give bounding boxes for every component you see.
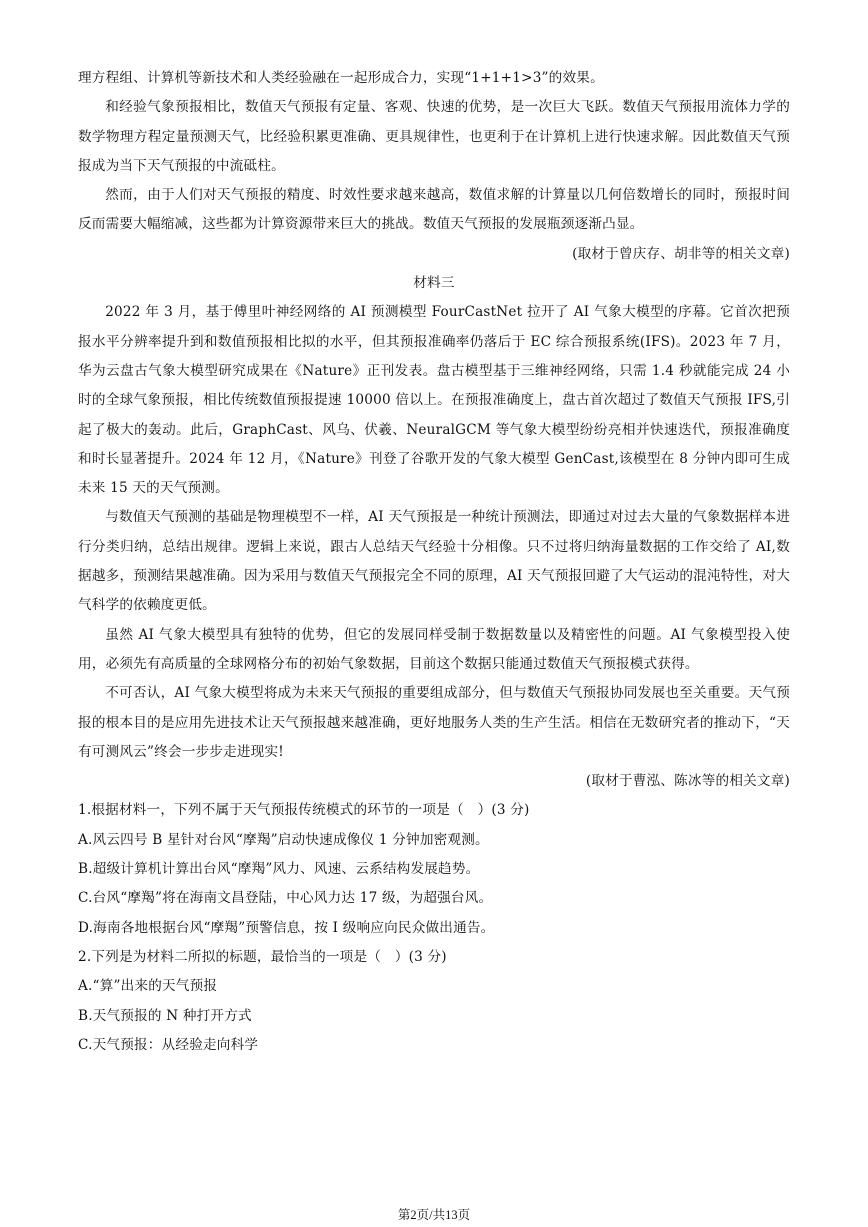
question-stem: 1.根据材料一，下列不属于天气预报传统模式的环节的一项是（ ）(3 分): [78, 802, 530, 819]
paragraph: 不可否认，AI 气象大模型将成为未来天气预报的重要组成部分，但与数值天气预报协同发展也至关重要。天气预报的根本目的是应用先进技术让天气预报越来越准确，更好地服务人类的生产生活。相信在无数研究者的推动下，“天有可测风云”终会一步步走进现实!: [78, 685, 790, 760]
paragraph: 虽然 AI 气象大模型具有独特的优势，但它的发展同样受制于数据数量以及精密性的问题。AI 气象模型投入使用，必须先有高质量的全球网格分布的初始气象数据，目前这个数据只能通过数值天气预报模式获得。: [78, 626, 790, 672]
question-option: D.海南各地根据台风“摩羯”预警信息，按 I 级响应向民众做出通告。: [78, 919, 495, 936]
question-option: C.台风“摩羯”将在海南文昌登陆，中心风力达 17 级，为超强台风。: [78, 890, 493, 907]
paragraph: 然而，由于人们对天气预报的精度、时效性要求越来越高，数值求解的计算量以几何倍数增长的同时，预报时间反而需要大幅缩减，这些都为计算资源带来巨大的挑战。数值天气预报的发展瓶颈逐渐凸显。: [78, 187, 790, 233]
source-citation: (取材于曾庆存、胡非等的相关文章): [572, 245, 790, 262]
paragraph: 和经验气象预报相比，数值天气预报有定量、客观、快速的优势，是一次巨大飞跃。数值天气预报用流体力学的数学物理方程定量预测天气，比经验积累更准确、更具规律性，也更利于在计算机上进行快速求解。因此数值天气预报成为当下天气预报的中流砥柱。: [78, 99, 790, 174]
question-option: B.天气预报的 N 种打开方式: [78, 1007, 252, 1024]
paragraph-continuation: 理方程组、计算机等新技术和人类经验融在一起形成合力，实现“1+1+1>3”的效果。: [78, 70, 604, 86]
source-citation: (取材于曹泓、陈冰等的相关文章): [585, 773, 790, 790]
document-page: [78, 64, 790, 1060]
question-option: A.风云四号 B 星针对台风“摩羯”启动快速成像仪 1 分钟加密观测。: [78, 831, 489, 848]
question-stem: 2.下列是为材料二所拟的标题，最恰当的一项是（ ）(3 分): [78, 948, 447, 965]
section-heading: 材料三: [413, 275, 455, 292]
question-option: A.“算”出来的天气预报: [78, 978, 218, 995]
paragraph: 与数值天气预测的基础是物理模型不一样，AI 天气预报是一种统计预测法，即通过对过去大量的气象数据样本进行分类归纳，总结出规律。逻辑上来说，跟古人总结天气经验十分相像。只不过将归纳海量数据的工作交给了 AI,数据越多，预测结果越准确。因为采用与数值天气预报完全不同的原理，AI 天气预报回避了大气运动的混沌特性，对大气科学的依赖度更低。: [78, 509, 790, 614]
paragraph: 2022 年 3 月，基于傅里叶神经网络的 AI 预测模型 FourCastNet 拉开了 AI 气象大模型的序幕。它首次把预报水平分辨率提升到和数值预报相比拟的水平，但其预报准确率仍落后于 EC 综合预报系统(IFS)。2023 年 7 月，华为云盘古气象大模型研究成果在《Nature》正刊发表。盘古模型基于三维神经网络，只需 1.4 秒就能完成 24 小时的全球气象预报，相比传统数值预报提速 10000 倍以上。在预报准确度上，盘古首次超过了数值天气预报 IFS,引起了极大的轰动。此后，GraphCast、风乌、伏羲、NeuralGCM 等气象大模型纷纷亮相并快速迭代，预报准确度和时长显著提升。2024 年 12 月，《Nature》刊登了谷歌开发的气象大模型 GenCast,该模型在 8 分钟内即可生成未来 15 天的天气预测。: [78, 304, 790, 497]
page-number: 第2页/共13页: [397, 1208, 471, 1222]
question-option: C.天气预报：从经验走向科学: [78, 1036, 259, 1053]
question-option: B.超级计算机计算出台风“摩羯”风力、风速、云系结构发展趋势。: [78, 861, 480, 878]
